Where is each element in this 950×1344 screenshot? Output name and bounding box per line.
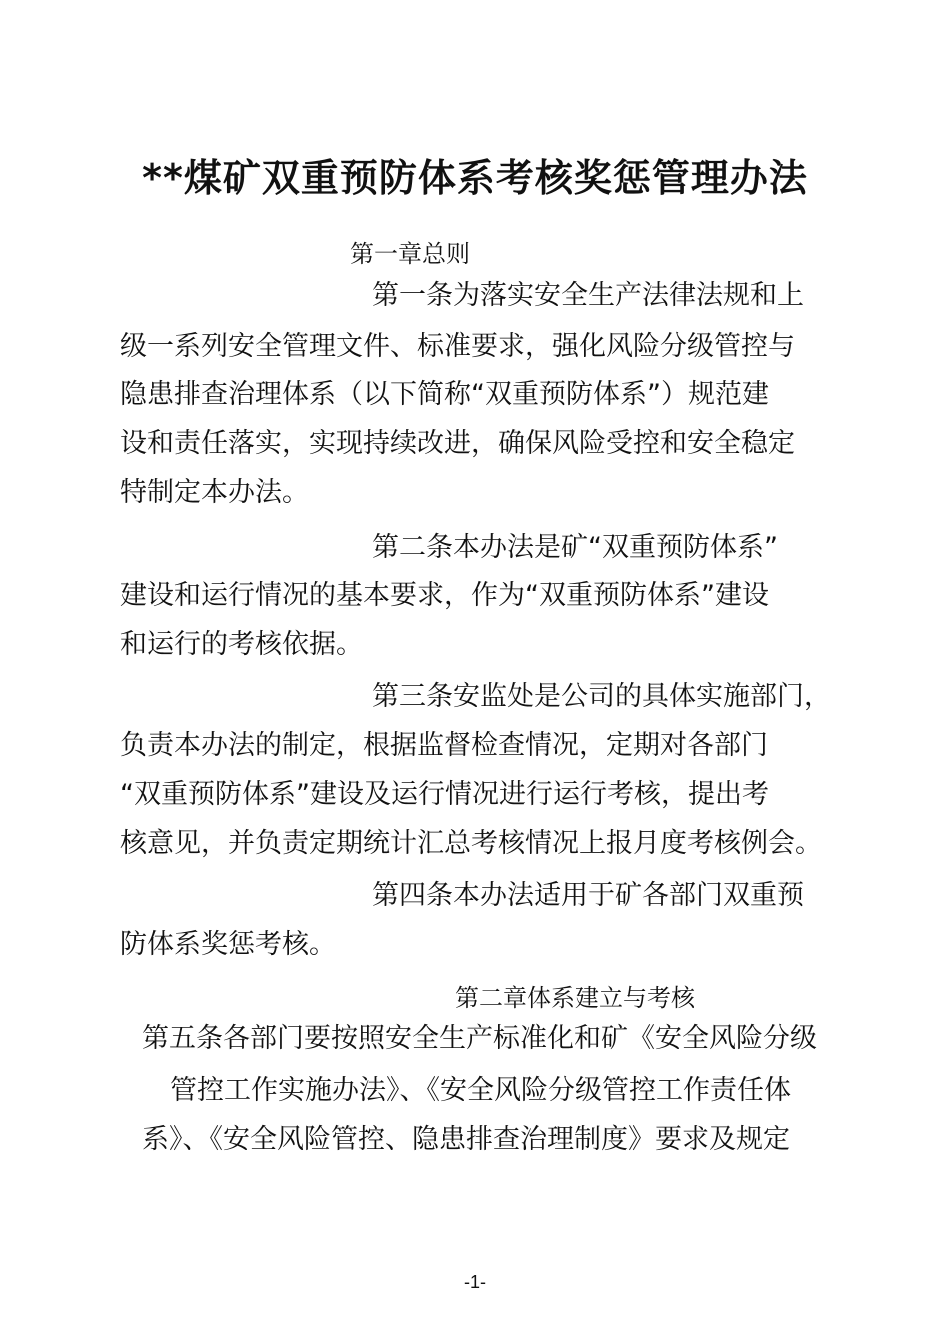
paragraph-line: 级一系列安全管理文件、标准要求，强化风险分级管控与 <box>120 331 795 362</box>
paragraph-line: 管控工作实施办法》、《安全风险分级管控工作责任体 <box>170 1075 791 1106</box>
paragraph-line: 负责本办法的制定，根据监督检查情况，定期对各部门 <box>120 730 768 761</box>
document-title: **煤矿双重预防体系考核奖惩管理办法 <box>142 156 808 200</box>
paragraph-line: 和运行的考核依据。 <box>120 629 363 660</box>
page-number: -1- <box>464 1272 486 1292</box>
paragraph-line: 第三条安监处是公司的具体实施部门， <box>372 681 831 712</box>
paragraph-line: 隐患排查治理体系（以下简称“双重预防体系”）规范建 <box>120 379 769 410</box>
paragraph-line: 第一条为落实安全生产法律法规和上 <box>372 280 804 311</box>
paragraph-line: 建设和运行情况的基本要求，作为“双重预防体系”建设 <box>120 580 769 611</box>
chapter-heading: 第二章体系建立与考核 <box>455 984 695 1012</box>
paragraph-line: “双重预防体系”建设及运行情况进行运行考核，提出考 <box>120 779 769 810</box>
paragraph-line: 设和责任落实，实现持续改进，确保风险受控和安全稳定 <box>120 428 795 459</box>
paragraph-line: 防体系奖惩考核。 <box>120 929 336 960</box>
paragraph-line: 第四条本办法适用于矿各部门双重预 <box>372 880 804 911</box>
paragraph-line: 第二条本办法是矿“双重预防体系” <box>372 532 778 563</box>
paragraph-line: 系》、《安全风险管控、隐患排查治理制度》要求及规定 <box>142 1124 790 1155</box>
paragraph-line: 第五条各部门要按照安全生产标准化和矿《安全风险分级 <box>142 1023 817 1054</box>
paragraph-line: 特制定本办法。 <box>120 477 309 508</box>
chapter-heading: 第一章总则 <box>350 240 470 268</box>
paragraph-line: 核意见，并负责定期统计汇总考核情况上报月度考核例会。 <box>120 828 822 859</box>
